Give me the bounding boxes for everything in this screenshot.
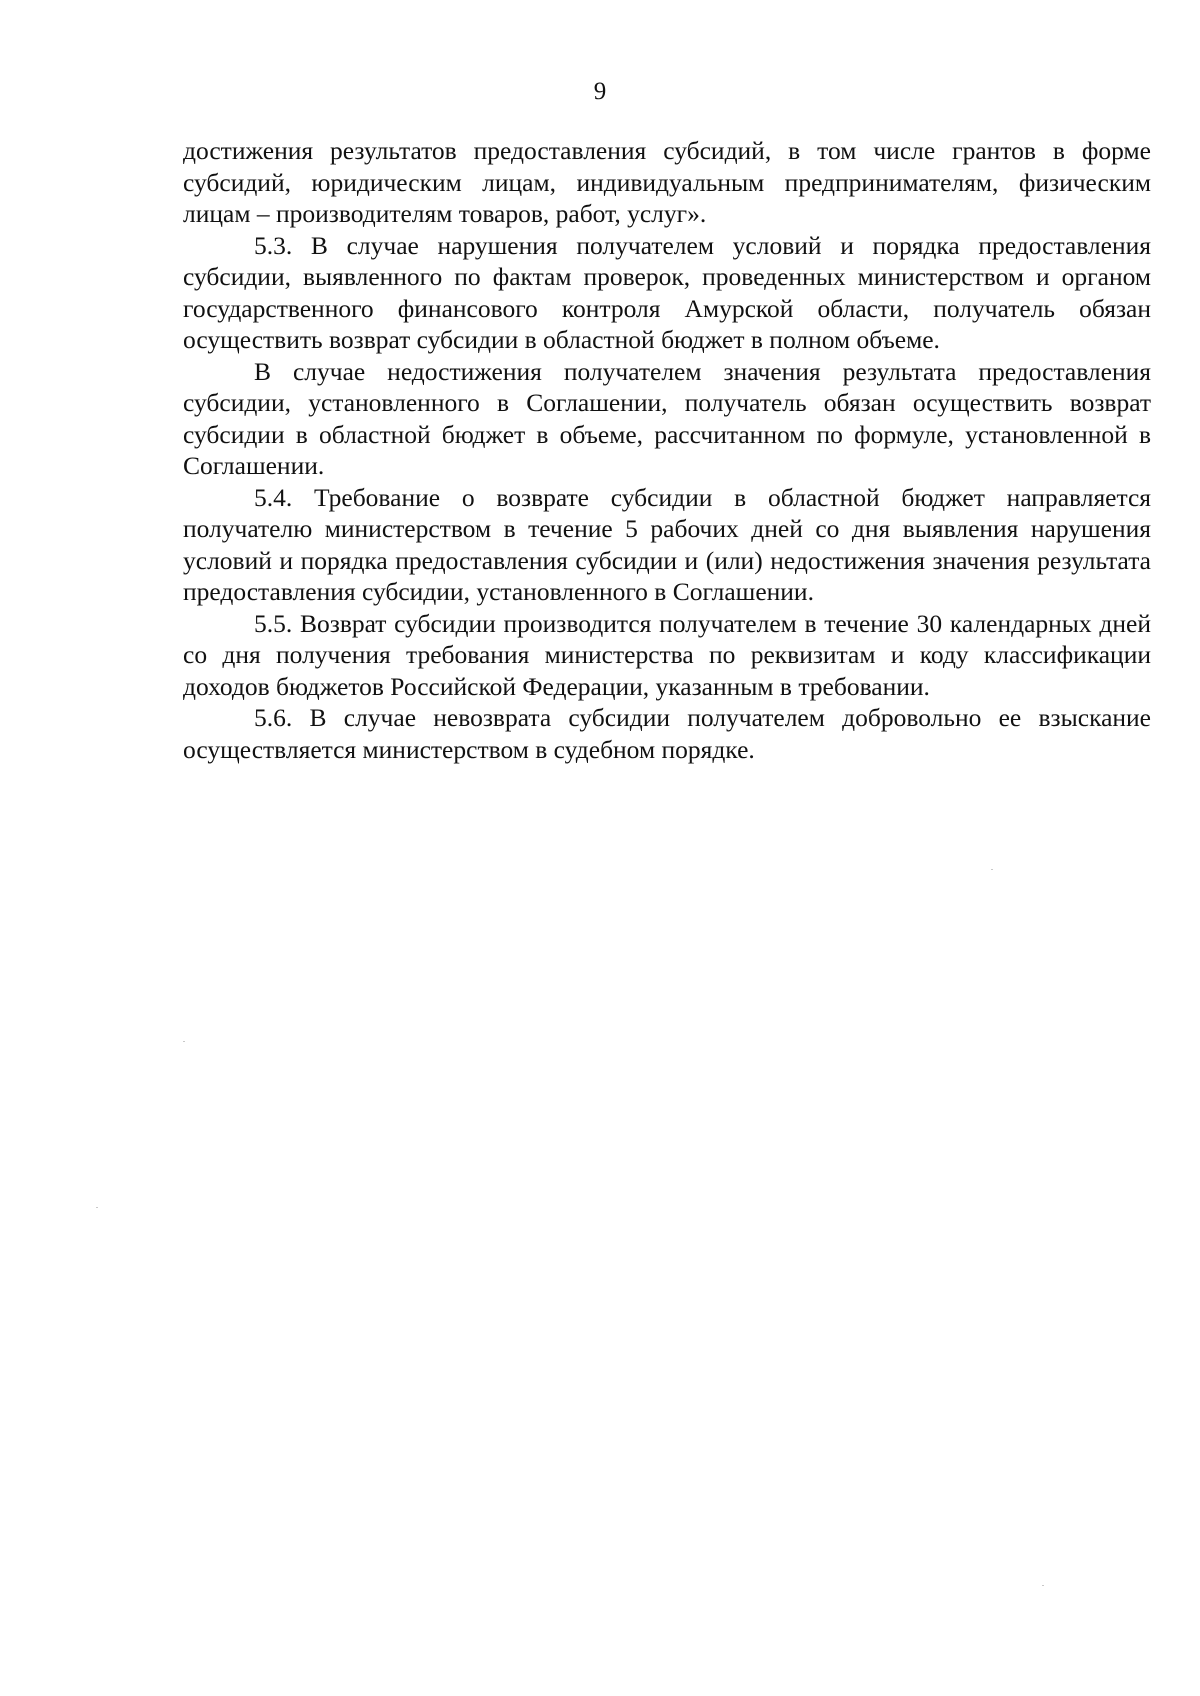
paragraph-5-4: 5.4. Требование о возврате субсидии в областной бюджет направляется получателю министерством в течение 5 рабочих дней со дня выявления нарушения условий и порядка предоставления субсидии и (или) недостижения значения результата предоставления субсидии, установленного в Соглашении. [183, 482, 1151, 606]
scan-speck [991, 869, 993, 870]
scan-speck [96, 1207, 98, 1208]
paragraph-5-5: 5.5. Возврат субсидии производится получателем в течение 30 календарных дней со дня получения требования министерства по реквизитам и коду классификации доходов бюджетов Российской Федерации, указанным в требовании. [183, 608, 1151, 701]
paragraph-5-6: 5.6. В случае невозврата субсидии получателем добровольно ее взыскание осуществляется министерством в судебном порядке. [183, 703, 1151, 764]
scan-speck [183, 1041, 185, 1042]
document-body [183, 135, 1151, 765]
scan-speck [1042, 1585, 1044, 1586]
page-number: 9 [593, 78, 607, 105]
paragraph-5-3: 5.3. В случае нарушения получателем условий и порядка предоставления субсидии, выявленного по фактам проверок, проведенных министерством и органом государственного финансового контроля Амурской области, получатель обязан осуществить возврат субсидии в областной бюджет в полном объеме. [183, 230, 1151, 354]
paragraph-5-3-second: В случае недостижения получателем значения результата предоставления субсидии, установленного в Соглашении, получатель обязан осуществить возврат субсидии в областной бюджет в объеме, рассчитанном по формуле, установленной в Соглашении. [183, 356, 1151, 480]
paragraph-continuation: достижения результатов предоставления субсидий, в том числе грантов в форме субсидий, юридическим лицам, индивидуальным предпринимателям, физическим лицам – производителям товаров, работ, услуг». [183, 136, 1151, 228]
